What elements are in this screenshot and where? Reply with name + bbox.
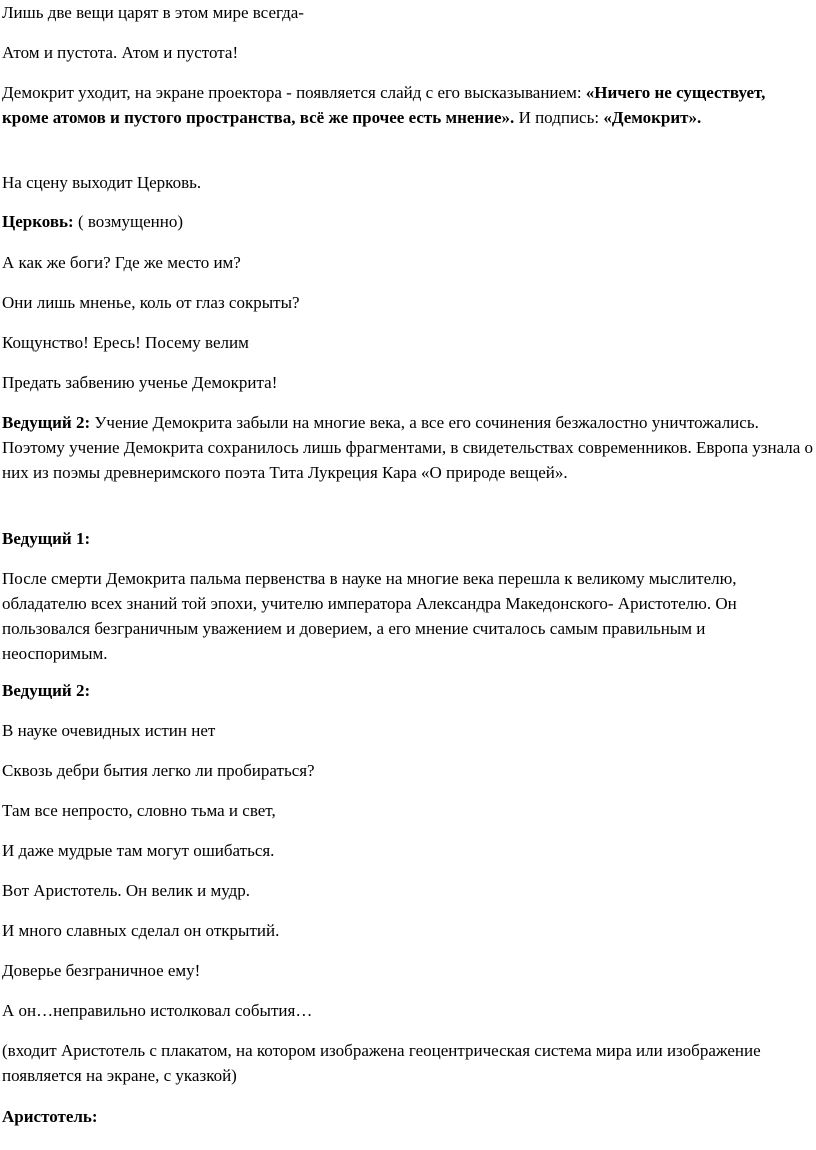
paragraph-text: Демокрит уходит, на экране проектора - появляется слайд с его высказыванием:	[2, 83, 586, 102]
speaker-name: Церковь:	[2, 212, 74, 231]
verse-line	[2, 718, 814, 743]
speaker-direction: ( возмущенно)	[73, 212, 183, 231]
paragraph-text: И много славных сделал он открытий.	[2, 921, 280, 940]
paragraph-text: И подпись:	[514, 108, 604, 127]
verse-line	[2, 330, 814, 355]
paragraph-text: Доверье безграничное ему!	[2, 961, 201, 980]
speaker-name: Аристотель:	[2, 1107, 98, 1126]
verse-line	[2, 798, 814, 823]
paragraph-text: Вот Аристотель. Он велик и мудр.	[2, 881, 251, 900]
paragraph-text: И даже мудрые там могут ошибаться.	[2, 841, 275, 860]
speaker-name: Ведущий 2:	[2, 413, 91, 432]
paragraph-text: Сквозь дебри бытия легко ли пробираться?	[2, 761, 315, 780]
paragraph-text: А как же боги? Где же место им?	[2, 253, 241, 272]
speaker-line	[2, 209, 814, 234]
verse-line	[2, 918, 814, 943]
verse-line	[2, 290, 814, 315]
speaker-name: Ведущий 2:	[2, 681, 91, 700]
stage-direction	[2, 170, 814, 195]
verse-line	[2, 40, 814, 65]
verse-line	[2, 758, 814, 783]
narrator-paragraph	[2, 410, 814, 485]
verse-line	[2, 958, 814, 983]
paragraph-text: Лишь две вещи царят в этом мире всегда-	[2, 3, 304, 22]
stage-direction-paragraph	[2, 1038, 814, 1088]
verse-line	[2, 878, 814, 903]
paragraph-text: Предать забвению ученье Демокрита!	[2, 373, 278, 392]
verse-line	[2, 838, 814, 863]
verse-line	[2, 0, 814, 25]
paragraph-text: Кощунство! Ересь! Посему велим	[2, 333, 249, 352]
speaker-name: Ведущий 1:	[2, 529, 91, 548]
paragraph-text: Они лишь мненье, коль от глаз сокрыты?	[2, 293, 300, 312]
paragraph-text: В науке очевидных истин нет	[2, 721, 216, 740]
stage-direction-paragraph	[2, 80, 814, 130]
paragraph-text: (входит Аристотель с плакатом, на котором изображена геоцентрическая система мира или изображение появляется на экране, с указкой)	[2, 1041, 761, 1085]
paragraph-text: Атом и пустота. Атом и пустота!	[2, 43, 239, 62]
paragraph-text: Там все непросто, словно тьма и свет,	[2, 801, 276, 820]
speaker-heading	[2, 526, 814, 551]
verse-line	[2, 998, 814, 1023]
speaker-heading	[2, 678, 814, 703]
speaker-heading	[2, 1104, 814, 1129]
narration-paragraph	[2, 566, 814, 666]
paragraph-text: На сцену выходит Церковь.	[2, 173, 202, 192]
paragraph-text: А он…неправильно истолковал события…	[2, 1001, 313, 1020]
paragraph-text: Учение Демокрита забыли на многие века, а все его сочинения безжалостно уничтожались. Поэтому учение Демокрита сохранилось лишь фрагментами, в свидетельствах современников. Европа узнала о них из поэмы древнеримского поэта Тита Лукреция Кара «О природе вещей».	[2, 413, 814, 482]
paragraph-text: После смерти Демокрита пальма первенства в науке на многие века перешла к великому мыслителю, обладателю всех знаний той эпохи, учителю императора Александра Македонского- Аристотелю. Он пользовался безграничным уважением и доверием, а его мнение считалось самым правильным и неоспоримым.	[2, 569, 737, 663]
verse-line	[2, 370, 814, 395]
quote-signature: «Демокрит».	[603, 108, 702, 127]
verse-line	[2, 250, 814, 275]
democritus-quote: «Ничего не существует, кроме атомов и пустого пространства, всё же прочее есть мнение».	[2, 83, 766, 127]
